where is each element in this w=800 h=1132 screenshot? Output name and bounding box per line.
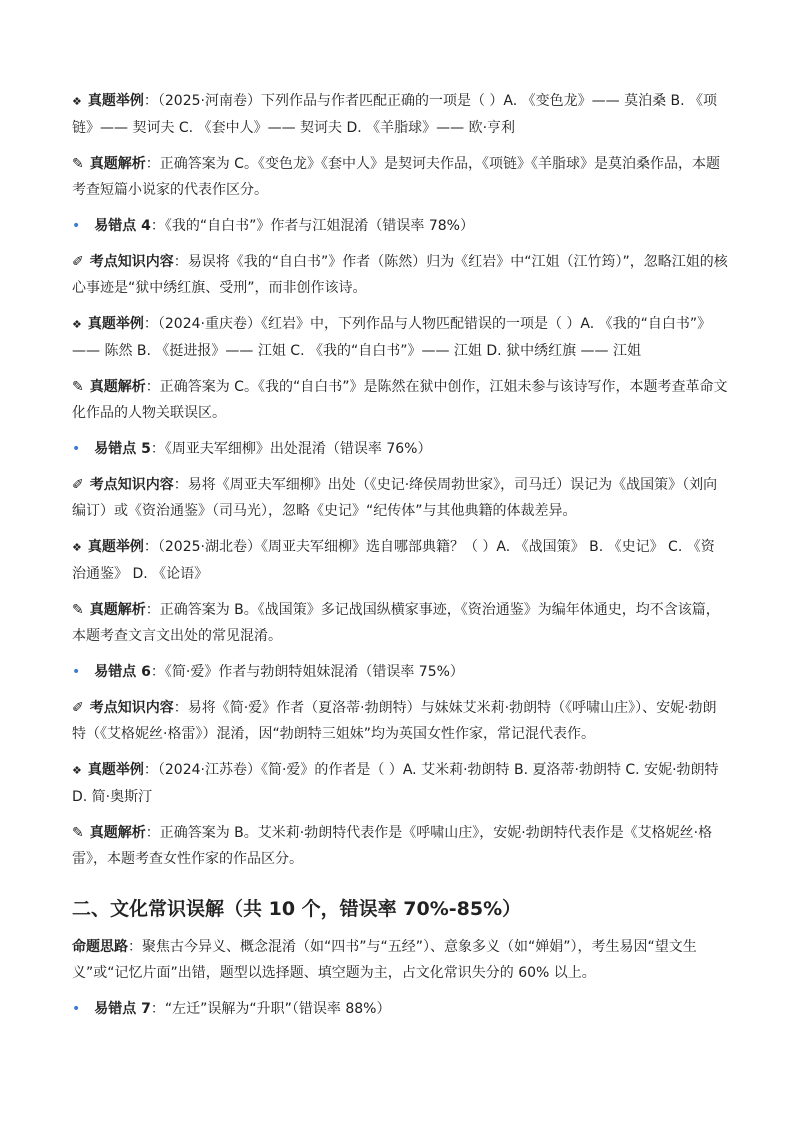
- knowledge-point: [72, 472, 728, 524]
- bullet-icon: •: [72, 1001, 81, 1017]
- knowledge-point-text: ：易误将《我的“自白书”》作者（陈然）归为《红岩》中“江姐（江竹筠）”，忽略江姐的核心事迹是“狱中绣红旗、受刑”，而非创作该诗。: [72, 254, 728, 296]
- knowledge-point: [72, 695, 728, 747]
- pencil-icon: ✎: [72, 379, 84, 395]
- pen-icon: ✐: [72, 254, 84, 270]
- mistake-item: [72, 996, 728, 1022]
- exam-example-text: ：（2024·江苏卷）《简·爱》的作者是（ ）A. 艾米莉·勃朗特 B. 夏洛蒂·勃朗特 C. 安妮·勃朗特 D. 简·奥斯汀: [72, 762, 719, 805]
- pencil-icon: ✎: [72, 825, 84, 841]
- exam-example-lead: 真题举例: [87, 539, 144, 555]
- exam-analysis: [72, 597, 728, 649]
- exam-analysis-lead: 真题解析: [89, 602, 146, 618]
- exam-analysis: [72, 820, 728, 872]
- diamond-icon: ❖: [72, 95, 82, 108]
- exam-example-text: ：（2025·湖北卷）《周亚夫军细柳》选自哪部典籍？（ ）A. 《战国策》 B. 《史记》 C. 《资治通鉴》 D. 《论语》: [72, 539, 715, 582]
- exam-example: [72, 534, 728, 587]
- knowledge-point-text: ：易将《周亚夫军细柳》出处（《史记·绛侯周勃世家》，司马迁）误记为《战国策》（刘向编订）或《资治通鉴》（司马光），忽略《史记》“纪传体”与其他典籍的体裁差异。: [72, 477, 718, 519]
- mistake-item: [72, 659, 728, 685]
- exam-analysis-text: ：正确答案为 B。艾米莉·勃朗特代表作是《呼啸山庄》，安妮·勃朗特代表作是《艾格妮丝·格雷》，本题考查女性作家的作品区分。: [72, 825, 713, 867]
- diamond-icon: ❖: [72, 541, 82, 554]
- exam-example: [72, 88, 728, 141]
- exam-analysis-lead: 真题解析: [89, 825, 146, 841]
- exam-example-lead: 真题举例: [87, 93, 144, 109]
- knowledge-point-lead: 考点知识内容: [89, 700, 174, 716]
- mistake-item-lead: 易错点 6: [94, 664, 151, 680]
- exam-analysis: [72, 374, 728, 426]
- exam-analysis-text: ：正确答案为 B。《战国策》多记战国纵横家事迹，《资治通鉴》为编年体通史，均不含该篇，本题考查文言文出处的常见混淆。: [72, 602, 720, 644]
- mistake-lead: 易错点 7: [94, 1001, 151, 1017]
- pencil-icon: ✎: [72, 602, 84, 618]
- intro-lead: 命题思路: [72, 939, 128, 955]
- exam-example-text: ：（2025·河南卷）下列作品与作者匹配正确的一项是（ ）A. 《变色龙》—— 莫泊桑 B. 《项链》—— 契诃夫 C. 《套中人》—— 契诃夫 D. 《羊脂球》—— 欧·亨利: [72, 93, 718, 136]
- mistake-item: [72, 436, 728, 462]
- knowledge-point-text: ：易将《简·爱》作者（夏洛蒂·勃朗特）与妹妹艾米莉·勃朗特（《呼啸山庄》）、安妮·勃朗特（《艾格妮丝·格雷》）混淆，因“勃朗特三姐妹”均为英国女性作家，常记混代表作。: [72, 700, 717, 742]
- mistake-text: ：“左迁”误解为“升职”（错误率 88%）: [150, 1001, 391, 1017]
- pen-icon: ✐: [72, 477, 84, 493]
- exam-analysis-lead: 真题解析: [89, 156, 146, 172]
- pen-icon: ✐: [72, 700, 84, 716]
- bullet-icon: •: [72, 441, 81, 457]
- section-intro: [72, 934, 728, 986]
- exam-analysis: [72, 151, 728, 203]
- bullet-icon: •: [72, 664, 81, 680]
- exam-analysis-lead: 真题解析: [89, 379, 146, 395]
- mistake-item-lead: 易错点 5: [94, 441, 151, 457]
- exam-example-lead: 真题举例: [87, 316, 144, 332]
- exam-example-lead: 真题举例: [87, 762, 144, 778]
- exam-example-text: ：（2024·重庆卷）《红岩》中，下列作品与人物匹配错误的一项是（ ）A. 《我的“自白书”》—— 陈然 B. 《挺进报》—— 江姐 C. 《我的“自白书”》—— 江姐 D. 狱中绣红旗 —— 江姐: [72, 316, 712, 359]
- diamond-icon: ❖: [72, 764, 82, 777]
- mistake-item-lead: 易错点 4: [94, 218, 151, 234]
- diamond-icon: ❖: [72, 318, 82, 331]
- content-blocks: [72, 88, 728, 872]
- knowledge-point-lead: 考点知识内容: [89, 477, 174, 493]
- pencil-icon: ✎: [72, 156, 84, 172]
- exam-example: [72, 311, 728, 364]
- intro-text: ：聚焦古今异义、概念混淆（如“四书”与“五经”）、意象多义（如“婵娟”），考生易因“望文生义”或“记忆片面”出错，题型以选择题、填空题为主，占文化常识失分的 60% 以上。: [72, 939, 697, 981]
- exam-example: [72, 757, 728, 810]
- knowledge-point: [72, 249, 728, 301]
- mistake-item-text: ：《周亚夫军细柳》出处混淆（错误率 76%）: [150, 441, 432, 457]
- exam-analysis-text: ：正确答案为 C。《我的“自白书”》是陈然在狱中创作，江姐未参与该诗写作，本题考查革命文化作品的人物关联误区。: [72, 379, 728, 421]
- mistake-item-text: ：《我的“自白书”》作者与江姐混淆（错误率 78%）: [150, 218, 474, 234]
- section-heading: 二、文化常识误解（共 10 个，错误率 70%-85%）: [72, 898, 522, 920]
- knowledge-point-lead: 考点知识内容: [89, 254, 174, 270]
- mistake-item: [72, 213, 728, 239]
- bullet-icon: •: [72, 218, 81, 234]
- mistake-item-text: ：《简·爱》作者与勃朗特姐妹混淆（错误率 75%）: [150, 664, 464, 680]
- exam-analysis-text: ：正确答案为 C。《变色龙》《套中人》是契诃夫作品，《项链》《羊脂球》是莫泊桑作品，本题考查短篇小说家的代表作区分。: [72, 156, 720, 198]
